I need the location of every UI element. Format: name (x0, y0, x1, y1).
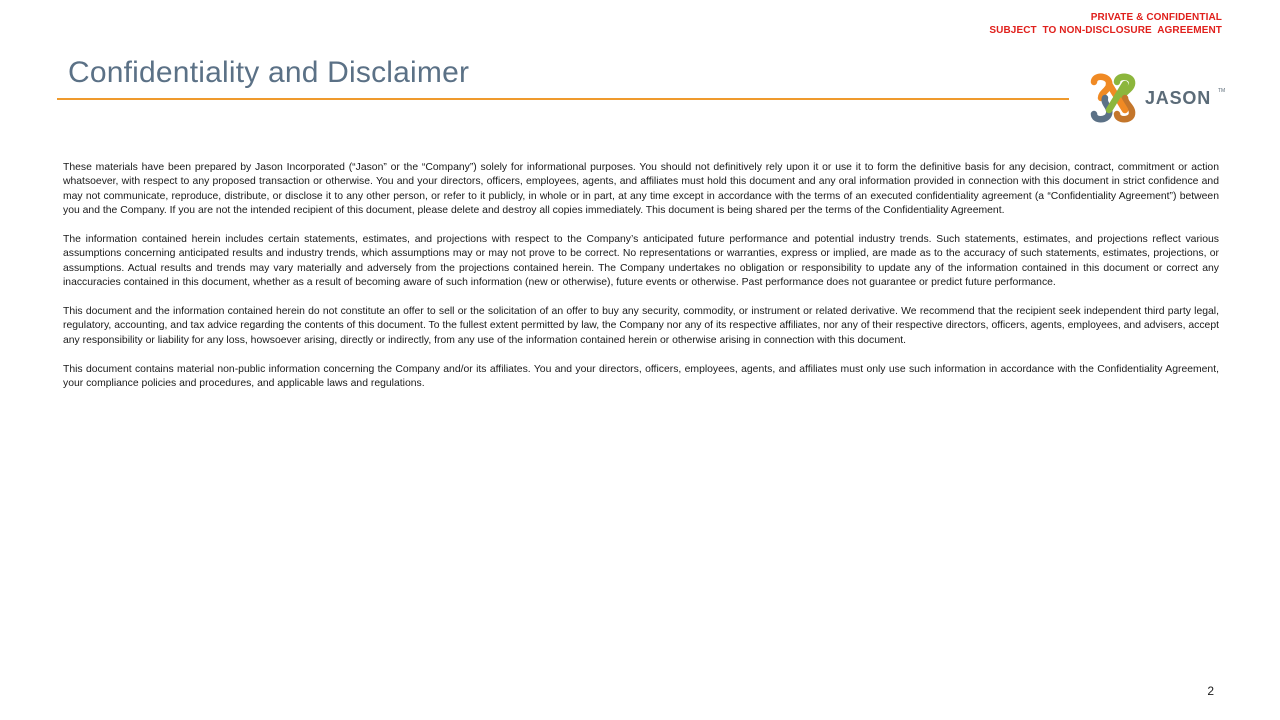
disclaimer-paragraph-3: This document and the information contained herein do not constitute an offer to sell or the solicitation of an offer to buy any security, commodity, or instrument or related derivative. We recommend that the recipient seek independent third party legal, regulatory, accounting, and tax advice regarding the contents of this document. To the fullest extent permitted by law, the Company nor any of its respective affiliates, nor any of their respective directors, officers, agents, employees, and advisers, accept any responsibility or liability for any loss, howsoever arising, directly or indirectly, from any use of the information contained herein or otherwise arising in connection with this document. (63, 306, 1219, 346)
jason-logo (1087, 72, 1227, 124)
jason-logo-mark-icon (1087, 72, 1139, 124)
confidential-line-1: PRIVATE & CONFIDENTIAL (1090, 12, 1222, 23)
disclaimer-paragraph-4: This document contains material non-public information concerning the Company and/or its affiliates. You and your directors, officers, employees, agents, and affiliates must only use such information in accordance with the Confidentiality Agreement, your compliance policies and procedures, and applicable laws and regulations. (63, 363, 1219, 390)
page-title: Confidentiality and Disclaimer (68, 56, 470, 89)
disclaimer-paragraph-2: The information contained herein includes certain statements, estimates, and projections with respect to the Company’s anticipated future performance and potential industry trends. Such statements, estimates, and projections reflect various assumptions concerning anticipated results and industry trends, which assumptions may or may not prove to be correct. No representations or warranties, express or implied, are made as to the accuracy of such statements, estimates, projections, or assumptions. Actual results and trends may vary materially and adversely from the projections contained herein. The Company undertakes no obligation or responsibility to update any of the information contained in this document or correct any inaccuracies contained in this document, whether as a result of becoming aware of such information (new or otherwise), future events or otherwise. Past performance does not guarantee or predict future performance. (63, 234, 1219, 289)
page-number: 2 (1207, 684, 1214, 698)
disclaimer-body (63, 161, 1219, 406)
disclaimer-paragraph-1: These materials have been prepared by Jason Incorporated (“Jason” or the “Company”) solely for informational purposes. You should not definitively rely upon it or use it to form the definitive basis for any decision, contract, commitment or action whatsoever, with respect to any proposed transaction or otherwise. You and your directors, officers, employees, agents, and affiliates must hold this document and any oral information provided in connection with this document in strict confidence and may not communicate, reproduce, distribute, or disclose it to any other person, or refer to it publicly, in whole or in part, at any time except in accordance with the terms of an executed confidentiality agreement (a “Confidentiality Agreement”) between you and the Company. If you are not the intended recipient of this document, please delete and destroy all copies immediately. This document is being shared per the terms of the Confidentiality Agreement. (63, 162, 1219, 217)
logo-orange-loop (1094, 77, 1109, 98)
confidential-line-2: SUBJECT TO NON-DISCLOSURE AGREEMENT (989, 25, 1222, 36)
title-underline-divider (57, 98, 1069, 100)
logo-trademark: TM (1218, 88, 1226, 94)
confidential-notice (989, 11, 1222, 37)
logo-wordmark: JASON (1145, 88, 1212, 108)
